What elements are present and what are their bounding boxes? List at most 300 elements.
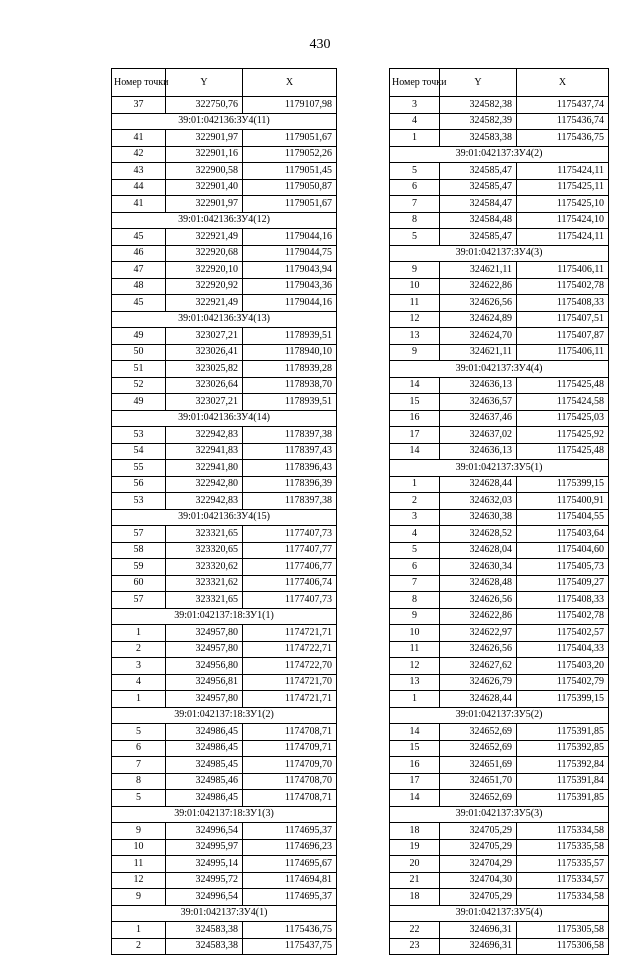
y-coordinate-cell: 324651,69 (440, 757, 517, 774)
point-number-cell: 16 (390, 757, 440, 774)
x-coordinate-cell: 1175391,84 (517, 773, 609, 790)
table-row (390, 839, 609, 856)
point-number-cell: 3 (112, 658, 166, 675)
y-coordinate-cell: 322901,40 (166, 179, 243, 196)
section-row (112, 707, 337, 724)
section-row (112, 905, 337, 922)
y-coordinate-cell: 324582,38 (440, 97, 517, 114)
x-coordinate-cell: 1179052,26 (243, 146, 337, 163)
point-number-cell: 45 (112, 295, 166, 312)
header-x: X (517, 69, 609, 97)
y-coordinate-cell: 324705,29 (440, 839, 517, 856)
table-row (390, 526, 609, 543)
point-number-cell: 17 (390, 773, 440, 790)
point-number-cell: 14 (390, 790, 440, 807)
table-row (390, 773, 609, 790)
table-row (112, 757, 337, 774)
y-coordinate-cell: 324628,52 (440, 526, 517, 543)
x-coordinate-cell: 1175425,92 (517, 427, 609, 444)
y-coordinate-cell: 323025,82 (166, 361, 243, 378)
point-number-cell: 13 (390, 328, 440, 345)
table-row (112, 146, 337, 163)
table-row (390, 311, 609, 328)
y-coordinate-cell: 324636,13 (440, 443, 517, 460)
x-coordinate-cell: 1178397,43 (243, 443, 337, 460)
y-coordinate-cell: 323027,21 (166, 328, 243, 345)
table-row (390, 872, 609, 889)
x-coordinate-cell: 1179051,45 (243, 163, 337, 180)
y-coordinate-cell: 324986,45 (166, 790, 243, 807)
point-number-cell: 8 (112, 773, 166, 790)
x-coordinate-cell: 1178397,38 (243, 493, 337, 510)
table-row (390, 509, 609, 526)
point-number-cell: 57 (112, 526, 166, 543)
point-number-cell: 3 (390, 509, 440, 526)
table-row (390, 179, 609, 196)
table-row (112, 245, 337, 262)
table-row (112, 889, 337, 906)
x-coordinate-cell: 1174709,71 (243, 740, 337, 757)
x-coordinate-cell: 1175405,73 (517, 559, 609, 576)
x-coordinate-cell: 1175391,85 (517, 790, 609, 807)
cadastral-number-cell: 39:01:042137:ЗУ4(1) (112, 905, 337, 922)
point-number-cell: 41 (112, 196, 166, 213)
x-coordinate-cell: 1175424,58 (517, 394, 609, 411)
y-coordinate-cell: 324628,04 (440, 542, 517, 559)
table-row (112, 262, 337, 279)
section-row (390, 245, 609, 262)
x-coordinate-cell: 1177407,77 (243, 542, 337, 559)
table-row (390, 476, 609, 493)
table-row (390, 130, 609, 147)
x-coordinate-cell: 1175404,33 (517, 641, 609, 658)
y-coordinate-cell: 324995,97 (166, 839, 243, 856)
point-number-cell: 2 (112, 938, 166, 955)
cadastral-number-cell: 39:01:042137:ЗУ4(3) (390, 245, 609, 262)
x-coordinate-cell: 1175425,03 (517, 410, 609, 427)
y-coordinate-cell: 324986,45 (166, 724, 243, 741)
table-row (112, 394, 337, 411)
table-row (112, 740, 337, 757)
x-coordinate-cell: 1178938,70 (243, 377, 337, 394)
point-number-cell: 18 (390, 823, 440, 840)
point-number-cell: 5 (112, 790, 166, 807)
y-coordinate-cell: 324985,46 (166, 773, 243, 790)
table-row (390, 113, 609, 130)
table-row (112, 823, 337, 840)
y-coordinate-cell: 324705,29 (440, 889, 517, 906)
x-coordinate-cell: 1175399,15 (517, 476, 609, 493)
y-coordinate-cell: 324622,97 (440, 625, 517, 642)
point-number-cell: 55 (112, 460, 166, 477)
y-coordinate-cell: 324651,70 (440, 773, 517, 790)
y-coordinate-cell: 322750,76 (166, 97, 243, 114)
x-coordinate-cell: 1179043,94 (243, 262, 337, 279)
table-row (390, 394, 609, 411)
y-coordinate-cell: 324995,14 (166, 856, 243, 873)
header-y: Y (440, 69, 517, 97)
cadastral-number-cell: 39:01:042136:ЗУ4(11) (112, 113, 337, 130)
y-coordinate-cell: 324624,89 (440, 311, 517, 328)
table-row (112, 922, 337, 939)
table-row (390, 163, 609, 180)
x-coordinate-cell: 1174696,23 (243, 839, 337, 856)
x-coordinate-cell: 1175402,78 (517, 278, 609, 295)
y-coordinate-cell: 324626,56 (440, 295, 517, 312)
y-coordinate-cell: 324704,29 (440, 856, 517, 873)
table-row (390, 922, 609, 939)
point-number-cell: 14 (390, 724, 440, 741)
y-coordinate-cell: 324985,45 (166, 757, 243, 774)
point-number-cell: 1 (112, 625, 166, 642)
section-row (112, 212, 337, 229)
x-coordinate-cell: 1174708,71 (243, 790, 337, 807)
y-coordinate-cell: 324626,56 (440, 592, 517, 609)
coordinates-table-left (111, 68, 337, 955)
table-row (112, 592, 337, 609)
x-coordinate-cell: 1175408,33 (517, 592, 609, 609)
table-row (390, 262, 609, 279)
x-coordinate-cell: 1174722,71 (243, 641, 337, 658)
point-number-cell: 6 (112, 740, 166, 757)
x-coordinate-cell: 1175407,87 (517, 328, 609, 345)
point-number-cell: 4 (112, 674, 166, 691)
table-header (390, 69, 609, 97)
table-row (390, 757, 609, 774)
table-row (390, 410, 609, 427)
x-coordinate-cell: 1175425,11 (517, 179, 609, 196)
x-coordinate-cell: 1175402,79 (517, 674, 609, 691)
x-coordinate-cell: 1175406,11 (517, 262, 609, 279)
page-number: 430 (309, 37, 331, 52)
point-number-cell: 57 (112, 592, 166, 609)
x-coordinate-cell: 1175424,11 (517, 163, 609, 180)
table-row (112, 790, 337, 807)
table-row (390, 196, 609, 213)
point-number-cell: 1 (112, 691, 166, 708)
table-row (390, 493, 609, 510)
table-row (112, 295, 337, 312)
point-number-cell: 46 (112, 245, 166, 262)
y-coordinate-cell: 322901,97 (166, 196, 243, 213)
table-row (390, 344, 609, 361)
point-number-cell: 52 (112, 377, 166, 394)
y-coordinate-cell: 324630,38 (440, 509, 517, 526)
y-coordinate-cell: 322942,80 (166, 476, 243, 493)
x-coordinate-cell: 1174695,37 (243, 823, 337, 840)
point-number-cell: 4 (390, 526, 440, 543)
table-row (112, 344, 337, 361)
y-coordinate-cell: 324705,29 (440, 823, 517, 840)
section-row (390, 460, 609, 477)
cadastral-number-cell: 39:01:042136:ЗУ4(15) (112, 509, 337, 526)
point-number-cell: 2 (112, 641, 166, 658)
x-coordinate-cell: 1175406,11 (517, 344, 609, 361)
point-number-cell: 44 (112, 179, 166, 196)
point-number-cell: 7 (390, 196, 440, 213)
table-row (112, 856, 337, 873)
table-row (390, 889, 609, 906)
table-row (390, 592, 609, 609)
y-coordinate-cell: 322941,83 (166, 443, 243, 460)
section-row (390, 806, 609, 823)
point-number-cell: 5 (390, 163, 440, 180)
point-number-cell: 53 (112, 493, 166, 510)
table-row (112, 493, 337, 510)
point-number-cell: 5 (390, 542, 440, 559)
point-number-cell: 6 (390, 179, 440, 196)
table-row (112, 839, 337, 856)
point-number-cell: 8 (390, 592, 440, 609)
table-row (112, 130, 337, 147)
point-number-cell: 48 (112, 278, 166, 295)
y-coordinate-cell: 324621,11 (440, 344, 517, 361)
table-row (112, 229, 337, 246)
point-number-cell: 54 (112, 443, 166, 460)
cadastral-number-cell: 39:01:042137:ЗУ5(1) (390, 460, 609, 477)
x-coordinate-cell: 1179107,98 (243, 97, 337, 114)
cadastral-number-cell: 39:01:042137:18:ЗУ1(2) (112, 707, 337, 724)
point-number-cell: 2 (390, 493, 440, 510)
table-row (390, 724, 609, 741)
point-number-cell: 49 (112, 394, 166, 411)
y-coordinate-cell: 324585,47 (440, 179, 517, 196)
x-coordinate-cell: 1175402,57 (517, 625, 609, 642)
y-coordinate-cell: 324583,38 (166, 938, 243, 955)
y-coordinate-cell: 322921,49 (166, 229, 243, 246)
point-number-cell: 50 (112, 344, 166, 361)
table-row (390, 938, 609, 955)
point-number-cell: 1 (390, 130, 440, 147)
y-coordinate-cell: 324630,34 (440, 559, 517, 576)
table-row (112, 674, 337, 691)
y-coordinate-cell: 322901,97 (166, 130, 243, 147)
point-number-cell: 8 (390, 212, 440, 229)
point-number-cell: 21 (390, 872, 440, 889)
x-coordinate-cell: 1175437,75 (243, 938, 337, 955)
x-coordinate-cell: 1174721,71 (243, 625, 337, 642)
x-coordinate-cell: 1175403,64 (517, 526, 609, 543)
y-coordinate-cell: 324621,11 (440, 262, 517, 279)
section-row (112, 608, 337, 625)
table-row (112, 196, 337, 213)
point-number-cell: 3 (390, 97, 440, 114)
table-row (390, 575, 609, 592)
y-coordinate-cell: 323320,62 (166, 559, 243, 576)
x-coordinate-cell: 1175392,84 (517, 757, 609, 774)
x-coordinate-cell: 1175424,11 (517, 229, 609, 246)
x-coordinate-cell: 1175408,33 (517, 295, 609, 312)
table-row (112, 328, 337, 345)
x-coordinate-cell: 1175409,27 (517, 575, 609, 592)
x-coordinate-cell: 1177407,73 (243, 526, 337, 543)
y-coordinate-cell: 323026,41 (166, 344, 243, 361)
x-coordinate-cell: 1175399,15 (517, 691, 609, 708)
y-coordinate-cell: 323321,65 (166, 592, 243, 609)
point-number-cell: 58 (112, 542, 166, 559)
x-coordinate-cell: 1175425,48 (517, 377, 609, 394)
x-coordinate-cell: 1175436,74 (517, 113, 609, 130)
point-number-cell: 20 (390, 856, 440, 873)
table-row (112, 163, 337, 180)
x-coordinate-cell: 1175436,75 (243, 922, 337, 939)
y-coordinate-cell: 324624,70 (440, 328, 517, 345)
y-coordinate-cell: 324996,54 (166, 823, 243, 840)
point-number-cell: 1 (390, 476, 440, 493)
y-coordinate-cell: 324995,72 (166, 872, 243, 889)
x-coordinate-cell: 1175425,48 (517, 443, 609, 460)
table-row (112, 658, 337, 675)
x-coordinate-cell: 1175305,58 (517, 922, 609, 939)
point-number-cell: 9 (390, 262, 440, 279)
cadastral-number-cell: 39:01:042137:18:ЗУ1(1) (112, 608, 337, 625)
point-number-cell: 9 (390, 344, 440, 361)
y-coordinate-cell: 324636,13 (440, 377, 517, 394)
table-row (390, 542, 609, 559)
x-coordinate-cell: 1175424,10 (517, 212, 609, 229)
section-row (390, 707, 609, 724)
x-coordinate-cell: 1174708,71 (243, 724, 337, 741)
table-row (390, 559, 609, 576)
table-row (112, 361, 337, 378)
table-row (390, 674, 609, 691)
table-row (390, 823, 609, 840)
header-y: Y (166, 69, 243, 97)
y-coordinate-cell: 324704,30 (440, 872, 517, 889)
y-coordinate-cell: 323320,65 (166, 542, 243, 559)
point-number-cell: 12 (390, 311, 440, 328)
table-row (112, 691, 337, 708)
table-row (390, 427, 609, 444)
table-row (112, 427, 337, 444)
point-number-cell: 12 (112, 872, 166, 889)
table-row (390, 740, 609, 757)
x-coordinate-cell: 1175334,58 (517, 823, 609, 840)
x-coordinate-cell: 1175402,78 (517, 608, 609, 625)
point-number-cell: 45 (112, 229, 166, 246)
y-coordinate-cell: 324584,48 (440, 212, 517, 229)
table-row (112, 443, 337, 460)
y-coordinate-cell: 324622,86 (440, 608, 517, 625)
y-coordinate-cell: 324986,45 (166, 740, 243, 757)
x-coordinate-cell: 1175403,20 (517, 658, 609, 675)
point-number-cell: 43 (112, 163, 166, 180)
y-coordinate-cell: 324626,79 (440, 674, 517, 691)
x-coordinate-cell: 1179051,67 (243, 130, 337, 147)
table-row (112, 179, 337, 196)
cadastral-number-cell: 39:01:042137:ЗУ5(3) (390, 806, 609, 823)
table-header (112, 69, 337, 97)
y-coordinate-cell: 324583,38 (166, 922, 243, 939)
point-number-cell: 12 (390, 658, 440, 675)
table-row (112, 938, 337, 955)
table-row (390, 856, 609, 873)
y-coordinate-cell: 322942,83 (166, 493, 243, 510)
x-coordinate-cell: 1174722,70 (243, 658, 337, 675)
table-row (390, 377, 609, 394)
coordinates-table-right (389, 68, 609, 955)
y-coordinate-cell: 322901,16 (166, 146, 243, 163)
table-row (390, 328, 609, 345)
table-row (112, 575, 337, 592)
table-row (390, 790, 609, 807)
x-coordinate-cell: 1175404,55 (517, 509, 609, 526)
point-number-cell: 9 (112, 823, 166, 840)
x-coordinate-cell: 1177406,77 (243, 559, 337, 576)
y-coordinate-cell: 324626,56 (440, 641, 517, 658)
point-number-cell: 13 (390, 674, 440, 691)
x-coordinate-cell: 1174695,67 (243, 856, 337, 873)
x-coordinate-cell: 1175436,75 (517, 130, 609, 147)
section-row (390, 361, 609, 378)
y-coordinate-cell: 324652,69 (440, 740, 517, 757)
y-coordinate-cell: 323027,21 (166, 394, 243, 411)
header-x: X (243, 69, 337, 97)
y-coordinate-cell: 324632,03 (440, 493, 517, 510)
table-row (112, 724, 337, 741)
point-number-cell: 19 (390, 839, 440, 856)
cadastral-number-cell: 39:01:042136:ЗУ4(12) (112, 212, 337, 229)
table-row (390, 608, 609, 625)
x-coordinate-cell: 1178396,43 (243, 460, 337, 477)
point-number-cell: 1 (390, 691, 440, 708)
y-coordinate-cell: 322920,68 (166, 245, 243, 262)
table-row (390, 443, 609, 460)
table-row (112, 460, 337, 477)
y-coordinate-cell: 322920,92 (166, 278, 243, 295)
x-coordinate-cell: 1179044,16 (243, 295, 337, 312)
table-row (390, 641, 609, 658)
cadastral-number-cell: 39:01:042136:ЗУ4(13) (112, 311, 337, 328)
point-number-cell: 9 (390, 608, 440, 625)
x-coordinate-cell: 1174694,81 (243, 872, 337, 889)
cadastral-number-cell: 39:01:042137:ЗУ4(2) (390, 146, 609, 163)
y-coordinate-cell: 324957,80 (166, 641, 243, 658)
point-number-cell: 60 (112, 575, 166, 592)
x-coordinate-cell: 1179051,67 (243, 196, 337, 213)
table-row (112, 278, 337, 295)
table-row (390, 278, 609, 295)
table-row (112, 625, 337, 642)
table-row (112, 377, 337, 394)
y-coordinate-cell: 324996,54 (166, 889, 243, 906)
x-coordinate-cell: 1178939,51 (243, 394, 337, 411)
x-coordinate-cell: 1175407,51 (517, 311, 609, 328)
point-number-cell: 37 (112, 97, 166, 114)
x-coordinate-cell: 1179050,87 (243, 179, 337, 196)
section-row (112, 509, 337, 526)
y-coordinate-cell: 322942,83 (166, 427, 243, 444)
cadastral-number-cell: 39:01:042137:18:ЗУ1(3) (112, 806, 337, 823)
point-number-cell: 14 (390, 443, 440, 460)
point-number-cell: 10 (390, 278, 440, 295)
header-point-number: Номер точки (390, 69, 440, 97)
y-coordinate-cell: 324696,31 (440, 938, 517, 955)
x-coordinate-cell: 1175334,58 (517, 889, 609, 906)
point-number-cell: 6 (390, 559, 440, 576)
x-coordinate-cell: 1175392,85 (517, 740, 609, 757)
point-number-cell: 5 (390, 229, 440, 246)
point-number-cell: 15 (390, 740, 440, 757)
y-coordinate-cell: 324585,47 (440, 163, 517, 180)
section-row (390, 146, 609, 163)
y-coordinate-cell: 324585,47 (440, 229, 517, 246)
y-coordinate-cell: 324627,62 (440, 658, 517, 675)
x-coordinate-cell: 1178939,51 (243, 328, 337, 345)
y-coordinate-cell: 324652,69 (440, 724, 517, 741)
point-number-cell: 59 (112, 559, 166, 576)
x-coordinate-cell: 1175400,91 (517, 493, 609, 510)
